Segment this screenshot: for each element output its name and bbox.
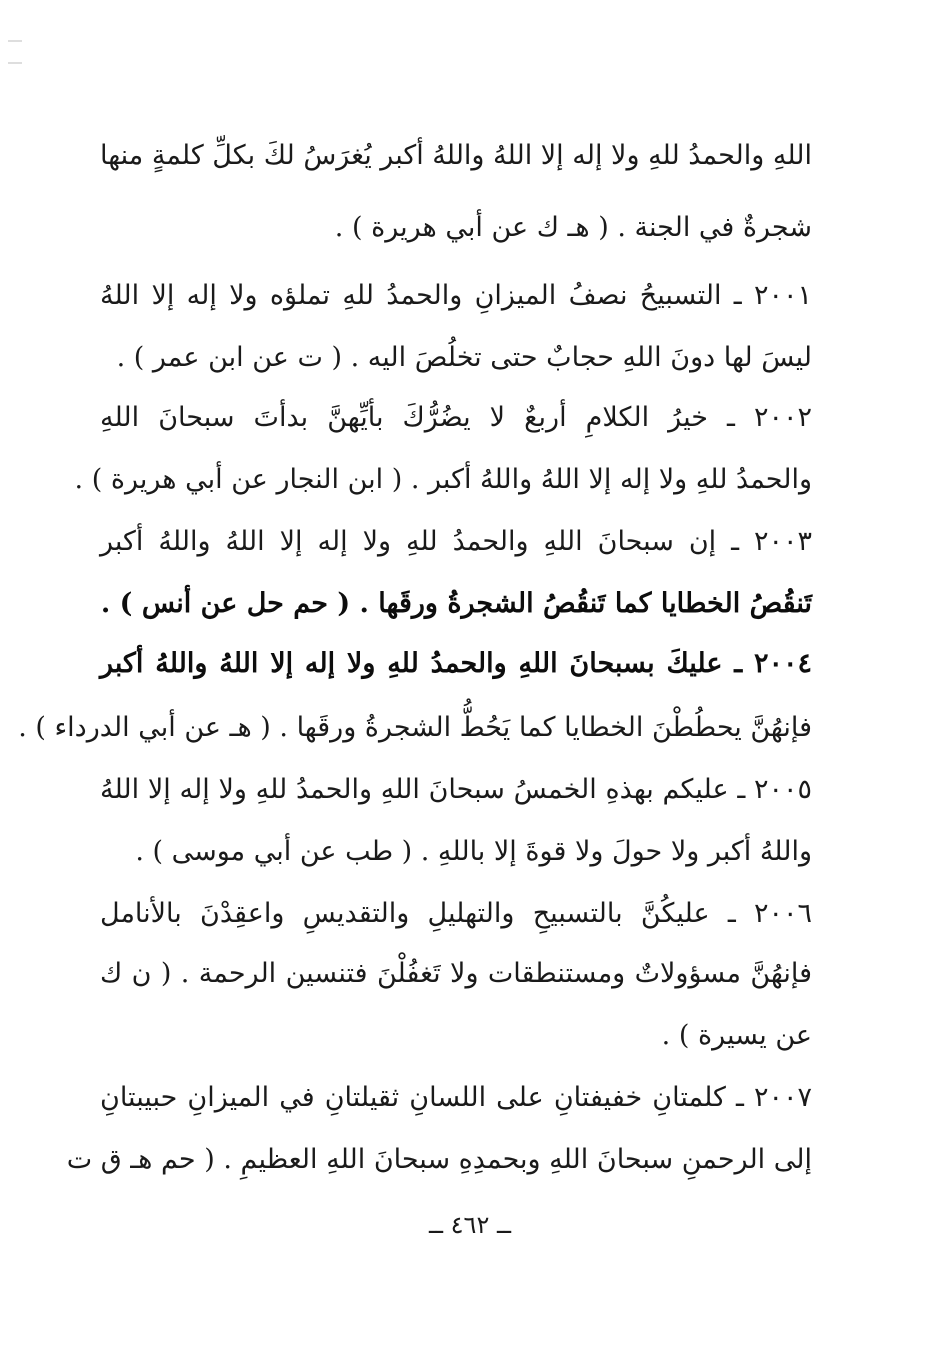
text-line: تَنقُصُ الخطايا كما تَنقُصُ الشجرةُ ورقَها . ( حم حل عن أنس ) .: [100, 588, 812, 619]
margin-speck: [8, 40, 22, 42]
page-number: ــ ٤٦٢ ــ: [428, 1211, 512, 1239]
text-line: اللهِ والحمدُ للهِ ولا إله إلا اللهُ واللهُ أكبر يُغرَسُ لكَ بكلِّ كلمةٍ منها: [99, 140, 812, 171]
text-line: إلى الرحمنِ سبحانَ اللهِ وبحمدِهِ سبحانَ اللهِ العظيمِ . ( حم هـ ق ت: [66, 1144, 812, 1175]
hadith-2007-line: ٢٠٠٧ ـ كلمتانِ خفيفتانِ على اللسانِ ثقيلتانِ في الميزانِ حبيبتانِ: [100, 1082, 812, 1113]
text-line: فإنهُنَّ مسؤولاتٌ ومستنطقات ولا تَغفُلْنَ فتنسين الرحمة . ( ن ك: [100, 958, 812, 989]
hadith-2005-line: ٢٠٠٥ ـ عليكم بهذهِ الخمسُ سبحانَ اللهِ والحمدُ للهِ ولا إله إلا اللهُ: [100, 774, 812, 805]
text-line: شجرةٌ في الجنة . ( هـ ك عن أبي هريرة ) .: [334, 212, 812, 243]
text-line: واللهُ أكبر ولا حولَ ولا قوةَ إلا باللهِ . ( طب عن أبي موسى ) .: [135, 836, 812, 867]
text-line: فإنهُنَّ يحطُطْنَ الخطايا كما يَحُطُّ الشجرةُ ورقَها . ( هـ عن أبي الدرداء ) .: [18, 712, 812, 743]
text-line: والحمدُ للهِ ولا إله إلا اللهُ واللهُ أكبر . ( ابن النجار عن أبي هريرة ) .: [74, 464, 812, 495]
hadith-2002-line: ٢٠٠٢ ـ خيرُ الكلامِ أربعٌ لا يضُرُّكَ بأيِّهنَّ بدأتَ سبحانَ اللهِ: [100, 402, 812, 433]
margin-speck: [8, 62, 22, 64]
hadith-2006-line: ٢٠٠٦ ـ عليكُنَّ بالتسبيحِ والتهليلِ والتقديسِ واعقِدْنَ بالأنامل: [100, 898, 812, 929]
hadith-2003-line: ٢٠٠٣ ـ إن سبحانَ اللهِ والحمدُ للهِ ولا إله إلا اللهُ واللهُ أكبر: [100, 526, 812, 557]
text-line: ليسَ لها دونَ اللهِ حجابٌ حتى تخلُصَ اليه . ( ت عن ابن عمر ) .: [116, 342, 812, 373]
hadith-2001-line: ٢٠٠١ ـ التسبيحُ نصفُ الميزانِ والحمدُ للهِ تملؤه ولا إله إلا اللهُ: [100, 280, 812, 311]
text-line: عن يسيرة ) .: [661, 1020, 812, 1051]
hadith-2004-line: ٢٠٠٤ ـ عليكَ بسبحانَ اللهِ والحمدُ للهِ ولا إله إلا اللهُ واللهُ أكبر: [100, 648, 812, 679]
